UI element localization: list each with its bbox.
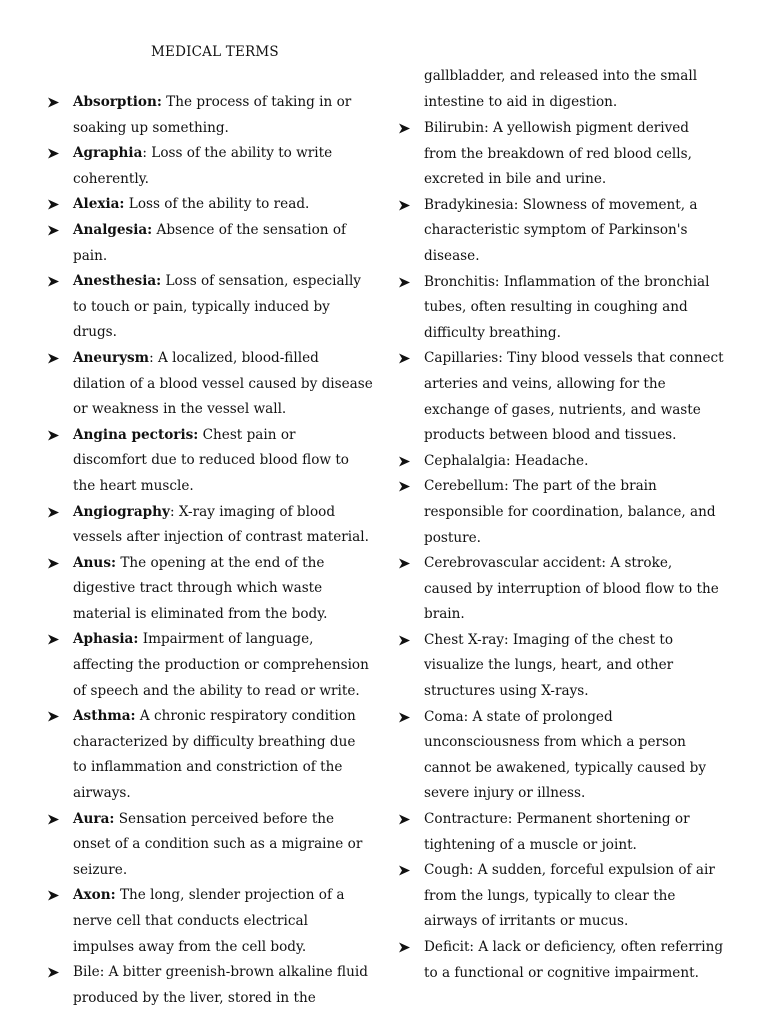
term-definition: Coma: A state of prolonged unconsciousness from which a person cannot be awakened, typically caused by severe injury or illness. (424, 708, 707, 802)
term-definition: : A localized, blood-filled dilation of a blood vessel caused by disease or weakness in the vessel wall. (73, 349, 373, 418)
term-name: Analgesia: (73, 221, 153, 238)
term-name: Aura: (73, 810, 115, 827)
term-definition: Bronchitis: Inflammation of the bronchial tubes, often resulting in coughing and difficulty breathing. (424, 273, 710, 341)
term-list-item (0, 883, 373, 960)
term-list-item (384, 628, 724, 705)
term-name: Aneurysm (73, 349, 150, 366)
term-list-item (0, 423, 373, 500)
term-name: Anesthesia: (73, 273, 162, 290)
term-name: Agraphia (73, 145, 143, 162)
term-list-item (384, 193, 724, 270)
term-definition: : X-ray imaging of blood vessels after injection of contrast material. (73, 503, 369, 546)
arrowhead-bullet-icon (47, 225, 60, 236)
term-list-item (0, 500, 373, 551)
arrowhead-bullet-icon (47, 199, 60, 210)
term-list-item (384, 807, 724, 858)
term-list-item (0, 627, 373, 704)
arrowhead-bullet-icon (398, 200, 411, 211)
arrowhead-bullet-icon (398, 942, 411, 953)
term-definition: Bile: A bitter greenish-brown alkaline fluid produced by the liver, stored in the (73, 964, 368, 1006)
term-definition: Cough: A sudden, forceful expulsion of air from the lungs, typically to clear the airways of irritants or mucus. (424, 862, 715, 930)
term-definition: Bilirubin: A yellowish pigment derived from the breakdown of red blood cells, excreted in bile and urine. (424, 120, 692, 188)
term-definition: The process of taking in or soaking up something. (73, 94, 352, 136)
term-list-item (0, 704, 373, 806)
term-definition: Impairment of language, affecting the production or comprehension of speech and the ability to read or write. (73, 631, 369, 699)
term-list-item (0, 218, 373, 269)
arrowhead-bullet-icon (47, 353, 60, 364)
term-name: Angiography (73, 503, 170, 520)
right-term-list (384, 116, 724, 986)
arrowhead-bullet-icon (398, 123, 411, 134)
term-list-item (384, 449, 724, 475)
arrowhead-bullet-icon (398, 558, 411, 569)
arrowhead-bullet-icon (47, 711, 60, 722)
term-name: Axon: (73, 887, 116, 904)
term-list-item (384, 270, 724, 347)
term-name: Asthma: (73, 708, 136, 725)
term-definition: Absence of the sensation of pain. (73, 221, 347, 264)
term-definition: : Loss of the ability to write coherently. (73, 145, 333, 187)
term-name: Absorption: (73, 94, 162, 110)
arrowhead-bullet-icon (47, 634, 60, 645)
term-definition: A chronic respiratory condition characterized by difficulty breathing due to inflammation and constriction of the airways. (73, 708, 356, 802)
arrowhead-bullet-icon (398, 814, 411, 825)
term-list-item (384, 346, 724, 448)
term-definition: Sensation perceived before the onset of a condition such as a migraine or seizure. (73, 810, 363, 878)
arrowhead-bullet-icon (47, 967, 60, 978)
arrowhead-bullet-icon (398, 353, 411, 364)
arrowhead-bullet-icon (398, 865, 411, 876)
arrowhead-bullet-icon (398, 712, 411, 723)
arrowhead-bullet-icon (47, 890, 60, 901)
term-definition: Cerebrovascular accident: A stroke, caused by interruption of blood flow to the brain. (424, 555, 719, 623)
term-definition: Chest X-ray: Imaging of the chest to visualize the lungs, heart, and other structures using X-rays. (424, 631, 674, 700)
arrowhead-bullet-icon (47, 148, 60, 159)
term-definition: Chest pain or discomfort due to reduced blood flow to the heart muscle. (73, 426, 349, 494)
arrowhead-bullet-icon (398, 635, 411, 646)
term-definition: The long, slender projection of a nerve cell that conducts electrical impulses away from the cell body. (73, 887, 345, 955)
arrowhead-bullet-icon (47, 507, 60, 518)
term-definition: The opening at the end of the digestive tract through which waste material is eliminated from the body. (73, 554, 328, 622)
term-definition: Contracture: Permanent shortening or tightening of a muscle or joint. (424, 811, 690, 853)
term-list-item (384, 474, 724, 551)
term-definition: Capillaries: Tiny blood vessels that connect arteries and veins, allowing for the exchange of gases, nutrients, and waste products between blood and tissues. (424, 350, 724, 444)
arrowhead-bullet-icon (47, 97, 60, 108)
term-definition: Loss of sensation, especially to touch or pain, typically induced by drugs. (73, 273, 361, 341)
left-term-list (0, 90, 373, 1011)
term-definition: Loss of the ability to read. (124, 196, 310, 213)
term-definition: Deficit: A lack or deficiency, often referring to a functional or cognitive impairment. (424, 939, 724, 981)
term-definition: Bradykinesia: Slowness of movement, a characteristic symptom of Parkinson's disease. (424, 196, 698, 264)
term-list-item (384, 116, 724, 193)
term-list-item (0, 269, 373, 346)
arrowhead-bullet-icon (47, 430, 60, 441)
term-list-item (0, 807, 373, 884)
term-list-item (0, 960, 373, 1011)
arrowhead-bullet-icon (398, 277, 411, 288)
continued-definition: gallbladder, and released into the small intestine to aid in digestion. (424, 68, 698, 110)
term-name: Alexia: (73, 196, 125, 213)
term-list-item (384, 551, 724, 628)
term-list-item (0, 141, 373, 192)
arrowhead-bullet-icon (47, 558, 60, 569)
arrowhead-bullet-icon (47, 814, 60, 825)
arrowhead-bullet-icon (398, 481, 411, 492)
term-list-item (384, 858, 724, 935)
term-name: Angina pectoris: (73, 426, 199, 443)
arrowhead-bullet-icon (47, 276, 60, 287)
term-list-item (384, 705, 724, 807)
arrowhead-bullet-icon (398, 456, 411, 467)
term-list-item (0, 551, 373, 628)
term-list-item (0, 192, 373, 218)
term-list-item (0, 90, 373, 141)
term-name: Aphasia: (73, 631, 139, 648)
term-definition: Cephalalgia: Headache. (424, 452, 589, 469)
term-list-item (384, 935, 724, 986)
term-list-item (0, 346, 373, 423)
term-name: Anus: (73, 554, 116, 571)
term-definition: Cerebellum: The part of the brain responsible for coordination, balance, and posture. (424, 478, 716, 546)
page-title: MEDICAL TERMS (151, 44, 279, 60)
